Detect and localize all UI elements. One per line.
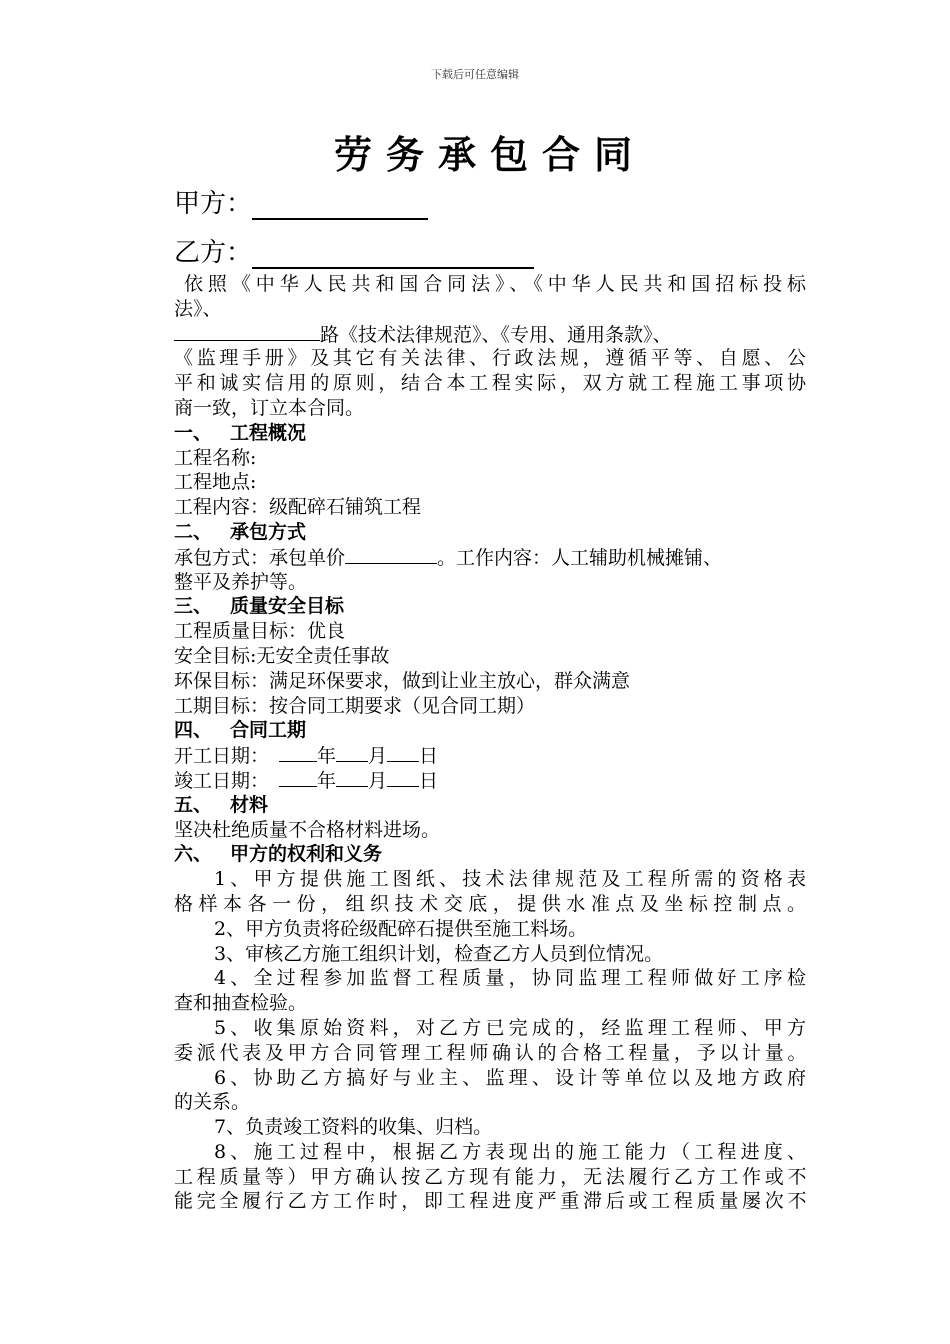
end-date-label: 竣工日期： <box>174 769 270 792</box>
section-item: 安全目标:无安全责任事故 <box>174 644 390 667</box>
road-blank[interactable] <box>174 322 320 341</box>
section-title: 合同工期 <box>230 719 307 742</box>
end-date-line <box>174 768 806 793</box>
section-title: 质量安全目标 <box>230 595 345 618</box>
paragraph-line: 5、收集原始资料，对乙方已完成的，经监理工程师、甲方 <box>214 1016 806 1039</box>
day-label: 日 <box>419 745 439 768</box>
intro-line: 依照《中华人民共和国合同法》、《中华人民共和国招标投标 <box>184 273 806 295</box>
paragraph-line: 7、负责竣工资料的收集、归档。 <box>214 1116 493 1139</box>
section-item: 环保目标：满足环保要求，做到让业主放心，群众满意 <box>174 669 631 692</box>
intro-line <box>174 322 806 347</box>
work-content-text: 。工作内容：人工辅助机械摊铺、 <box>437 546 723 569</box>
intro-line: 平和诚实信用的原则，结合本工程实际，双方就工程施工事项协 <box>174 372 806 395</box>
contract-body <box>174 272 806 1214</box>
intro-line: 法》、 <box>174 297 222 320</box>
section-heading <box>174 718 806 743</box>
document-title: 劳务承包合同 <box>333 132 646 177</box>
paragraph-line: 的关系。 <box>174 1091 251 1114</box>
intro-line: 《监理手册》及其它有关法律、行政法规，遵循平等、自愿、公 <box>174 347 806 370</box>
party-b-label: 乙方： <box>174 238 253 268</box>
month-label: 月 <box>368 769 388 792</box>
paragraph-line: 1、甲方提供施工图纸、技术法律规范及工程所需的资格表 <box>214 868 806 891</box>
end-year-blank[interactable] <box>279 768 317 787</box>
section-number: 一、 <box>174 421 213 444</box>
section-heading <box>174 842 806 867</box>
section-number: 四、 <box>174 719 213 742</box>
intro-line: 商一致，订立本合同。 <box>174 396 365 419</box>
start-date-line <box>174 743 806 768</box>
party-a-label: 甲方： <box>174 189 253 219</box>
section-title: 材料 <box>230 793 269 816</box>
paragraph-line: 3、审核乙方施工组织计划，检查乙方人员到位情况。 <box>214 942 664 965</box>
day-label: 日 <box>419 769 439 792</box>
section-title: 承包方式 <box>230 520 307 543</box>
party-a-blank[interactable] <box>252 194 428 220</box>
month-label: 月 <box>368 745 388 768</box>
paragraph-line: 能完全履行乙方工作时，即工程进度严重滞后或工程质量屡次不 <box>174 1190 806 1213</box>
section-item: 工程质量目标：优良 <box>174 620 346 643</box>
unit-price-blank[interactable] <box>345 545 437 564</box>
section-item: 工程地点: <box>174 471 257 494</box>
paragraph-line: 6、协助乙方搞好与业主、监理、设计等单位以及地方政府 <box>214 1066 806 1089</box>
paragraph-line: 工程质量等）甲方确认按乙方现有能力，无法履行乙方工作或不 <box>174 1165 806 1188</box>
party-b-blank[interactable] <box>252 243 534 269</box>
year-label: 年 <box>317 769 337 792</box>
section-title: 甲方的权利和义务 <box>230 843 383 866</box>
section-heading <box>174 594 806 619</box>
year-label: 年 <box>317 745 337 768</box>
section-heading <box>174 793 806 818</box>
end-day-blank[interactable] <box>387 768 419 787</box>
section-item: 坚决杜绝质量不合格材料进场。 <box>174 818 441 841</box>
section-item: 工期目标：按合同工期要求（见合同工期） <box>174 694 536 717</box>
paragraph-line: 查和抽查检验。 <box>174 992 308 1015</box>
paragraph-line: 2、甲方负责将砼级配碎石提供至施工料场。 <box>214 917 588 940</box>
paragraph-line: 8、施工过程中，根据乙方表现出的施工能力（工程进度、 <box>214 1140 806 1163</box>
party-b-line <box>174 232 534 269</box>
contract-method-label: 承包方式：承包单价 <box>174 546 346 569</box>
paragraph-line: 4、全过程参加监督工程质量，协同监理工程师做好工序检 <box>214 967 806 990</box>
section-number: 五、 <box>174 793 213 816</box>
header-note: 下载后可任意编辑 <box>431 68 519 81</box>
start-day-blank[interactable] <box>387 743 419 762</box>
start-year-blank[interactable] <box>279 743 317 762</box>
section-title: 工程概况 <box>230 421 307 444</box>
paragraph-line: 委派代表及甲方合同管理工程师确认的合格工程量，予以计量。 <box>174 1041 806 1064</box>
section-heading <box>174 421 806 446</box>
section-item: 整平及养护等。 <box>174 570 308 593</box>
section-item <box>174 545 806 570</box>
section-heading <box>174 520 806 545</box>
section-number: 二、 <box>174 520 213 543</box>
section-number: 六、 <box>174 843 213 866</box>
start-date-label: 开工日期： <box>174 745 270 768</box>
paragraph-line: 格样本各一份，组织技术交底，提供水准点及坐标控制点。 <box>174 892 806 915</box>
intro-line-text: 路《技术法律规范》、《专用、通用条款》、 <box>320 323 672 346</box>
section-item: 工程内容：级配碎石铺筑工程 <box>174 496 422 519</box>
end-month-blank[interactable] <box>336 768 368 787</box>
section-number: 三、 <box>174 595 213 618</box>
section-item: 工程名称: <box>174 446 257 469</box>
start-month-blank[interactable] <box>336 743 368 762</box>
party-a-line <box>174 183 428 220</box>
